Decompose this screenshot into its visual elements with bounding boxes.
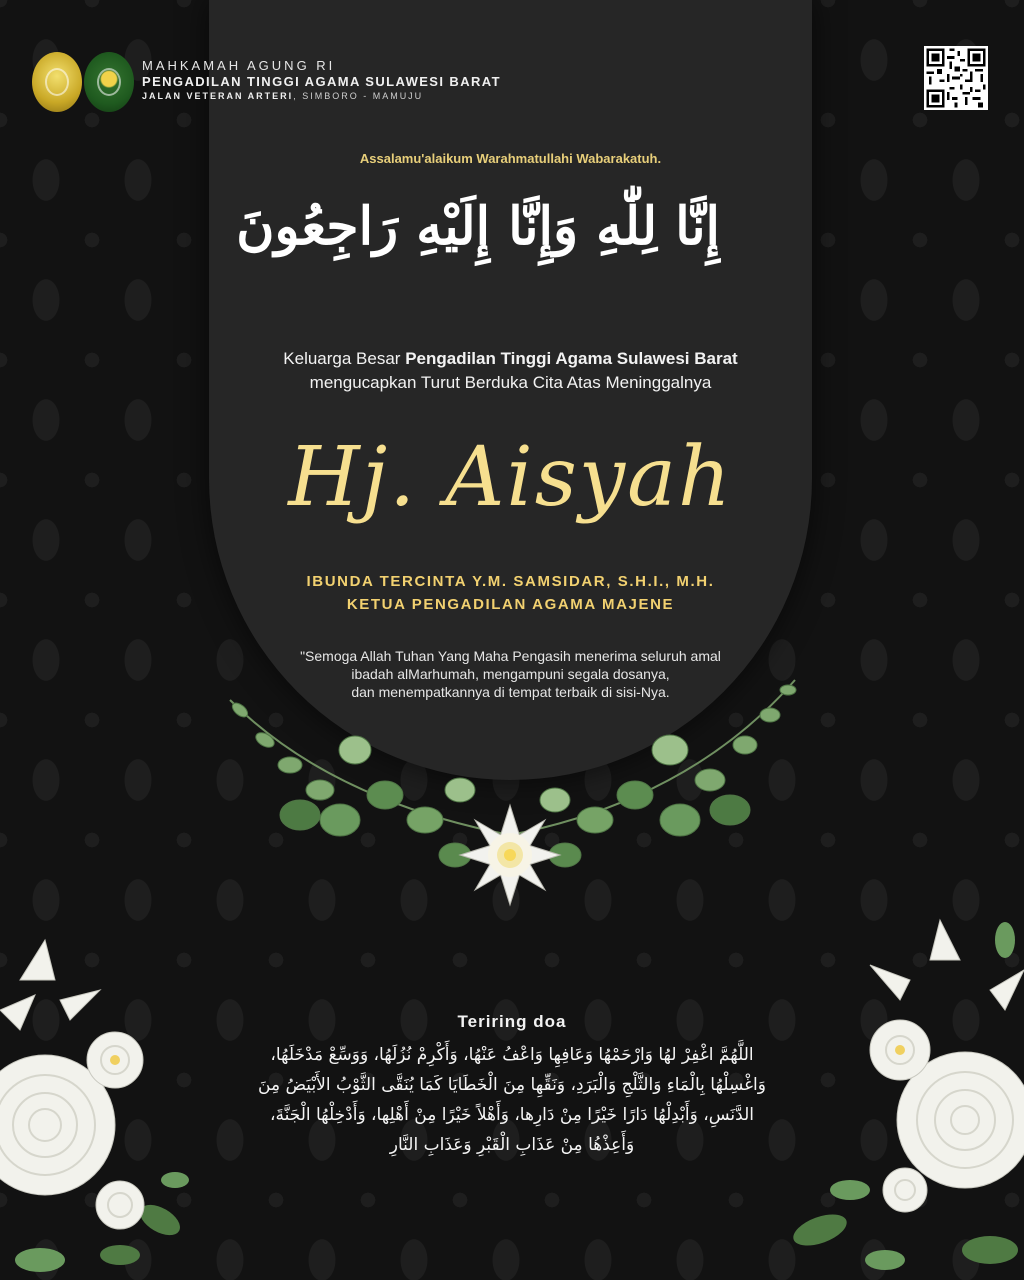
- quote-line2: ibadah alMarhumah, mengampuni segala dosanya,: [351, 666, 670, 682]
- qr-code-icon: [924, 46, 988, 110]
- org-name-line1: MAHKAMAH AGUNG RI: [142, 58, 336, 73]
- message-line1: [209, 349, 812, 369]
- relation-line2: KETUA PENGADILAN AGAMA MAJENE: [346, 596, 675, 613]
- message-line2: mengucapkan Turut Berduka Cita Atas Meninggalnya: [309, 373, 712, 392]
- doa-arabic-text: اللَّهُمَّ اغْفِرْ لهُا وَارْحَمْهُا وَعَافِهِا وَاعْفُ عَنْهُا، وَأَكْرِمْ نُزُلَهُا، وَوَسِّعْ مَدْخَلَهُا، وَاغْسِلْهُا بِالْمَاءِ وَالثَّلْجِ وَالْبَرَدِ، وَنَقِّهِا مِنَ الْخَطَايَا كَمَا يُنَقَّى الثَّوْبُ الأَبْيَضُ مِنَ الدَّنَسِ، وَأَبْدِلْهُا دَارًا خَيْرًا مِنْ دَارِها، وَأَهْلاً خَيْرًا مِنْ أَهْلِها، وَأَدْخِلْهُا الْجَنَّةَ، وَأَعِذْهُا مِنْ عَذَابِ الْقَبْرِ وَعَذَابِ النَّارِ: [258, 1045, 766, 1155]
- quote-line3: dan menempatkannya di tempat terbaik di sisi-Nya.: [351, 684, 670, 700]
- greeting-text: Assalamu'alaikum Warahmatullahi Wabarakatuh.: [359, 151, 662, 166]
- address-street: JALAN VETERAN ARTERI: [142, 91, 294, 101]
- mahkamah-agung-logo-icon: [32, 52, 82, 112]
- inna-lillahi-calligraphy: [236, 188, 720, 298]
- calligraphy-text: إِنَّا لِلّٰهِ وَإِنَّا إِلَيْهِ رَاجِعُونَ: [236, 196, 720, 257]
- deceased-name: Hj. Aisyah: [288, 430, 733, 525]
- org-address: [142, 91, 423, 101]
- white-rose-bouquet-right-icon: [790, 900, 1024, 1280]
- org-name-line2: PENGADILAN TINGGI AGAMA SULAWESI BARAT: [142, 74, 501, 89]
- white-rose-bouquet-left-icon: [0, 920, 190, 1280]
- quote-line1: "Semoga Allah Tuhan Yang Maha Pengasih menerima seluruh amal: [300, 648, 721, 664]
- eucalyptus-garland-icon: [210, 670, 810, 930]
- relation-line1: IBUNDA TERCINTA Y.M. SAMSIDAR, S.H.I., M.H.: [306, 573, 715, 590]
- address-city: , SIMBORO - MAMUJU: [293, 91, 424, 101]
- pengadilan-agama-logo-icon: [84, 52, 134, 112]
- message-prefix: Keluarga Besar: [283, 349, 406, 368]
- institution-name: Pengadilan Tinggi Agama Sulawesi Barat: [405, 349, 738, 368]
- doa-title: Teriring doa: [457, 1012, 567, 1031]
